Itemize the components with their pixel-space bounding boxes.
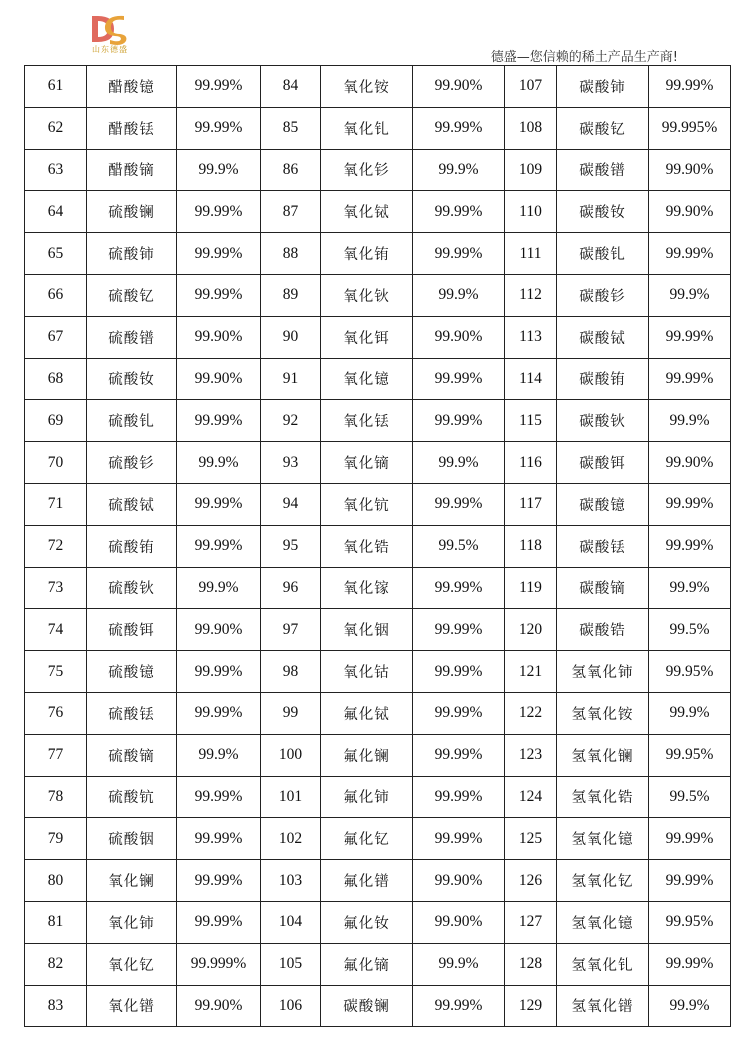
table-row <box>25 567 731 609</box>
product-name-cell: 硫酸钕 <box>87 358 177 400</box>
purity-cell: 99.90% <box>177 316 261 358</box>
item-number-cell: 121 <box>505 651 557 693</box>
purity-cell: 99.99% <box>413 233 505 275</box>
product-name-cell: 氢氧化锆 <box>557 776 649 818</box>
item-number-cell: 115 <box>505 400 557 442</box>
purity-cell: 99.9% <box>649 692 731 734</box>
product-name-cell: 氧化钇 <box>87 943 177 985</box>
purity-cell: 99.99% <box>649 358 731 400</box>
product-name-cell: 氧化镧 <box>87 860 177 902</box>
item-number-cell: 119 <box>505 567 557 609</box>
purity-cell: 99.9% <box>177 567 261 609</box>
product-name-cell: 氧化镨 <box>87 985 177 1027</box>
item-number-cell: 102 <box>261 818 321 860</box>
product-name-cell: 氧化钬 <box>321 274 413 316</box>
product-name-cell: 氧化锆 <box>321 525 413 567</box>
product-name-cell: 醋酸镱 <box>87 66 177 108</box>
purity-cell: 99.99% <box>649 860 731 902</box>
table-row <box>25 985 731 1027</box>
purity-cell: 99.9% <box>649 567 731 609</box>
purity-cell: 99.99% <box>413 985 505 1027</box>
product-name-cell: 硫酸钇 <box>87 274 177 316</box>
purity-cell: 99.99% <box>649 316 731 358</box>
product-name-cell: 硫酸铥 <box>87 692 177 734</box>
table-row <box>25 483 731 525</box>
item-number-cell: 68 <box>25 358 87 400</box>
table-row <box>25 776 731 818</box>
item-number-cell: 62 <box>25 107 87 149</box>
purity-cell: 99.99% <box>177 901 261 943</box>
item-number-cell: 86 <box>261 149 321 191</box>
product-name-cell: 硫酸镧 <box>87 191 177 233</box>
item-number-cell: 123 <box>505 734 557 776</box>
purity-cell: 99.99% <box>649 818 731 860</box>
table-row <box>25 943 731 985</box>
item-number-cell: 128 <box>505 943 557 985</box>
table-row <box>25 860 731 902</box>
item-number-cell: 114 <box>505 358 557 400</box>
item-number-cell: 105 <box>261 943 321 985</box>
item-number-cell: 95 <box>261 525 321 567</box>
product-name-cell: 碳酸铕 <box>557 358 649 400</box>
item-number-cell: 110 <box>505 191 557 233</box>
table-row <box>25 358 731 400</box>
item-number-cell: 129 <box>505 985 557 1027</box>
item-number-cell: 88 <box>261 233 321 275</box>
purity-cell: 99.99% <box>177 692 261 734</box>
product-name-cell: 碳酸铽 <box>557 316 649 358</box>
table-row <box>25 191 731 233</box>
product-name-cell: 氧化铈 <box>87 901 177 943</box>
item-number-cell: 126 <box>505 860 557 902</box>
purity-cell: 99.9% <box>177 442 261 484</box>
purity-cell: 99.99% <box>413 483 505 525</box>
purity-cell: 99.90% <box>413 860 505 902</box>
page-header <box>0 0 750 66</box>
product-name-cell: 硫酸铕 <box>87 525 177 567</box>
purity-cell: 99.99% <box>413 734 505 776</box>
purity-cell: 99.90% <box>413 66 505 108</box>
purity-cell: 99.99% <box>177 776 261 818</box>
item-number-cell: 113 <box>505 316 557 358</box>
item-number-cell: 73 <box>25 567 87 609</box>
purity-cell: 99.90% <box>413 316 505 358</box>
item-number-cell: 109 <box>505 149 557 191</box>
purity-cell: 99.90% <box>413 901 505 943</box>
product-name-cell: 氢氧化钇 <box>557 860 649 902</box>
product-name-cell: 硫酸铽 <box>87 483 177 525</box>
item-number-cell: 77 <box>25 734 87 776</box>
product-name-cell: 氧化钐 <box>321 149 413 191</box>
product-name-cell: 氢氧化铈 <box>557 651 649 693</box>
item-number-cell: 99 <box>261 692 321 734</box>
item-number-cell: 81 <box>25 901 87 943</box>
item-number-cell: 125 <box>505 818 557 860</box>
item-number-cell: 63 <box>25 149 87 191</box>
item-number-cell: 71 <box>25 483 87 525</box>
purity-cell: 99.9% <box>177 149 261 191</box>
product-name-cell: 碳酸钐 <box>557 274 649 316</box>
product-name-cell: 碳酸镱 <box>557 483 649 525</box>
table-row <box>25 525 731 567</box>
purity-cell: 99.99% <box>413 358 505 400</box>
purity-cell: 99.99% <box>177 274 261 316</box>
purity-cell: 99.99% <box>649 483 731 525</box>
item-number-cell: 74 <box>25 609 87 651</box>
purity-cell: 99.5% <box>649 776 731 818</box>
product-name-cell: 氧化钴 <box>321 651 413 693</box>
purity-cell: 99.99% <box>649 66 731 108</box>
item-number-cell: 75 <box>25 651 87 693</box>
table-row <box>25 400 731 442</box>
purity-cell: 99.99% <box>177 818 261 860</box>
purity-cell: 99.95% <box>649 901 731 943</box>
table-row <box>25 442 731 484</box>
product-name-cell: 碳酸铈 <box>557 66 649 108</box>
item-number-cell: 106 <box>261 985 321 1027</box>
product-name-cell: 氢氧化镱 <box>557 901 649 943</box>
purity-cell: 99.90% <box>177 985 261 1027</box>
purity-cell: 99.5% <box>649 609 731 651</box>
product-name-cell: 氟化铽 <box>321 692 413 734</box>
product-name-cell: 碳酸铥 <box>557 525 649 567</box>
product-name-cell: 硫酸铒 <box>87 609 177 651</box>
purity-cell: 99.99% <box>177 107 261 149</box>
logo-text: 山东德盛 <box>92 45 128 54</box>
product-name-cell: 氧化铥 <box>321 400 413 442</box>
product-name-cell: 氢氧化镱 <box>557 818 649 860</box>
purity-cell: 99.99% <box>177 651 261 693</box>
item-number-cell: 69 <box>25 400 87 442</box>
product-name-cell: 氟化铈 <box>321 776 413 818</box>
product-name-cell: 氧化镓 <box>321 567 413 609</box>
product-table-body <box>25 66 731 1027</box>
item-number-cell: 83 <box>25 985 87 1027</box>
product-name-cell: 氟化钕 <box>321 901 413 943</box>
purity-cell: 99.9% <box>413 149 505 191</box>
purity-cell: 99.99% <box>413 651 505 693</box>
product-name-cell: 硫酸铟 <box>87 818 177 860</box>
item-number-cell: 103 <box>261 860 321 902</box>
purity-cell: 99.99% <box>413 107 505 149</box>
product-name-cell: 碳酸锆 <box>557 609 649 651</box>
purity-cell: 99.99% <box>649 233 731 275</box>
product-name-cell: 硫酸镨 <box>87 316 177 358</box>
purity-cell: 99.90% <box>649 149 731 191</box>
table-row <box>25 107 731 149</box>
product-name-cell: 硫酸钐 <box>87 442 177 484</box>
item-number-cell: 79 <box>25 818 87 860</box>
product-name-cell: 硫酸钪 <box>87 776 177 818</box>
product-name-cell: 氧化铕 <box>321 233 413 275</box>
purity-cell: 99.99% <box>649 943 731 985</box>
item-number-cell: 85 <box>261 107 321 149</box>
product-name-cell: 氢氧化镧 <box>557 734 649 776</box>
purity-cell: 99.90% <box>177 358 261 400</box>
table-row <box>25 818 731 860</box>
item-number-cell: 120 <box>505 609 557 651</box>
product-name-cell: 硫酸钆 <box>87 400 177 442</box>
product-name-cell: 碳酸钆 <box>557 233 649 275</box>
item-number-cell: 98 <box>261 651 321 693</box>
product-name-cell: 氧化铵 <box>321 66 413 108</box>
item-number-cell: 116 <box>505 442 557 484</box>
table-row <box>25 609 731 651</box>
item-number-cell: 101 <box>261 776 321 818</box>
item-number-cell: 67 <box>25 316 87 358</box>
product-name-cell: 氧化钪 <box>321 483 413 525</box>
item-number-cell: 84 <box>261 66 321 108</box>
purity-cell: 99.99% <box>413 609 505 651</box>
item-number-cell: 78 <box>25 776 87 818</box>
product-name-cell: 碳酸镨 <box>557 149 649 191</box>
item-number-cell: 117 <box>505 483 557 525</box>
table-row <box>25 149 731 191</box>
table-row <box>25 274 731 316</box>
purity-cell: 99.90% <box>177 609 261 651</box>
item-number-cell: 122 <box>505 692 557 734</box>
product-name-cell: 碳酸钇 <box>557 107 649 149</box>
item-number-cell: 96 <box>261 567 321 609</box>
header-tagline: 德盛—您信赖的稀土产品生产商! <box>490 50 678 65</box>
purity-cell: 99.99% <box>413 567 505 609</box>
purity-cell: 99.95% <box>649 734 731 776</box>
item-number-cell: 93 <box>261 442 321 484</box>
purity-cell: 99.99% <box>413 776 505 818</box>
product-name-cell: 氟化镨 <box>321 860 413 902</box>
item-number-cell: 80 <box>25 860 87 902</box>
purity-cell: 99.995% <box>649 107 731 149</box>
product-name-cell: 硫酸钬 <box>87 567 177 609</box>
purity-cell: 99.95% <box>649 651 731 693</box>
product-name-cell: 氧化铒 <box>321 316 413 358</box>
item-number-cell: 127 <box>505 901 557 943</box>
product-name-cell: 氧化钆 <box>321 107 413 149</box>
purity-cell: 99.99% <box>177 860 261 902</box>
item-number-cell: 112 <box>505 274 557 316</box>
table-row <box>25 901 731 943</box>
item-number-cell: 65 <box>25 233 87 275</box>
purity-cell: 99.9% <box>649 985 731 1027</box>
purity-cell: 99.999% <box>177 943 261 985</box>
purity-cell: 99.5% <box>413 525 505 567</box>
purity-cell: 99.99% <box>177 400 261 442</box>
purity-cell: 99.9% <box>177 734 261 776</box>
product-name-cell: 硫酸镝 <box>87 734 177 776</box>
table-row <box>25 316 731 358</box>
purity-cell: 99.99% <box>177 191 261 233</box>
purity-cell: 99.9% <box>413 274 505 316</box>
product-name-cell: 氟化钇 <box>321 818 413 860</box>
item-number-cell: 61 <box>25 66 87 108</box>
product-name-cell: 碳酸镧 <box>321 985 413 1027</box>
product-name-cell: 氢氧化镨 <box>557 985 649 1027</box>
table-row <box>25 233 731 275</box>
item-number-cell: 118 <box>505 525 557 567</box>
table-row <box>25 692 731 734</box>
purity-cell: 99.99% <box>413 692 505 734</box>
table-row <box>25 651 731 693</box>
purity-cell: 99.99% <box>177 233 261 275</box>
item-number-cell: 94 <box>261 483 321 525</box>
item-number-cell: 87 <box>261 191 321 233</box>
item-number-cell: 104 <box>261 901 321 943</box>
item-number-cell: 92 <box>261 400 321 442</box>
purity-cell: 99.9% <box>649 400 731 442</box>
item-number-cell: 89 <box>261 274 321 316</box>
item-number-cell: 66 <box>25 274 87 316</box>
purity-cell: 99.99% <box>413 191 505 233</box>
purity-cell: 99.90% <box>649 442 731 484</box>
purity-cell: 99.99% <box>413 400 505 442</box>
item-number-cell: 107 <box>505 66 557 108</box>
purity-cell: 99.99% <box>649 525 731 567</box>
purity-cell: 99.99% <box>177 525 261 567</box>
product-name-cell: 氧化镝 <box>321 442 413 484</box>
product-name-cell: 氟化镝 <box>321 943 413 985</box>
item-number-cell: 108 <box>505 107 557 149</box>
product-name-cell: 氧化铽 <box>321 191 413 233</box>
purity-cell: 99.99% <box>413 818 505 860</box>
purity-cell: 99.99% <box>177 66 261 108</box>
item-number-cell: 124 <box>505 776 557 818</box>
item-number-cell: 90 <box>261 316 321 358</box>
product-name-cell: 碳酸钕 <box>557 191 649 233</box>
table-row <box>25 734 731 776</box>
item-number-cell: 82 <box>25 943 87 985</box>
product-name-cell: 硫酸镱 <box>87 651 177 693</box>
product-name-cell: 碳酸钬 <box>557 400 649 442</box>
item-number-cell: 70 <box>25 442 87 484</box>
product-name-cell: 醋酸铥 <box>87 107 177 149</box>
purity-cell: 99.90% <box>649 191 731 233</box>
product-name-cell: 氢氧化铵 <box>557 692 649 734</box>
purity-cell: 99.9% <box>413 442 505 484</box>
product-name-cell: 碳酸铒 <box>557 442 649 484</box>
product-name-cell: 碳酸镝 <box>557 567 649 609</box>
item-number-cell: 91 <box>261 358 321 400</box>
product-table <box>24 65 731 1027</box>
purity-cell: 99.9% <box>413 943 505 985</box>
item-number-cell: 100 <box>261 734 321 776</box>
product-name-cell: 氢氧化钆 <box>557 943 649 985</box>
purity-cell: 99.9% <box>649 274 731 316</box>
product-name-cell: 氧化铟 <box>321 609 413 651</box>
item-number-cell: 64 <box>25 191 87 233</box>
table-row <box>25 66 731 108</box>
product-name-cell: 硫酸铈 <box>87 233 177 275</box>
product-name-cell: 氧化镱 <box>321 358 413 400</box>
item-number-cell: 76 <box>25 692 87 734</box>
item-number-cell: 72 <box>25 525 87 567</box>
item-number-cell: 97 <box>261 609 321 651</box>
purity-cell: 99.99% <box>177 483 261 525</box>
product-name-cell: 氟化镧 <box>321 734 413 776</box>
product-name-cell: 醋酸镝 <box>87 149 177 191</box>
item-number-cell: 111 <box>505 233 557 275</box>
